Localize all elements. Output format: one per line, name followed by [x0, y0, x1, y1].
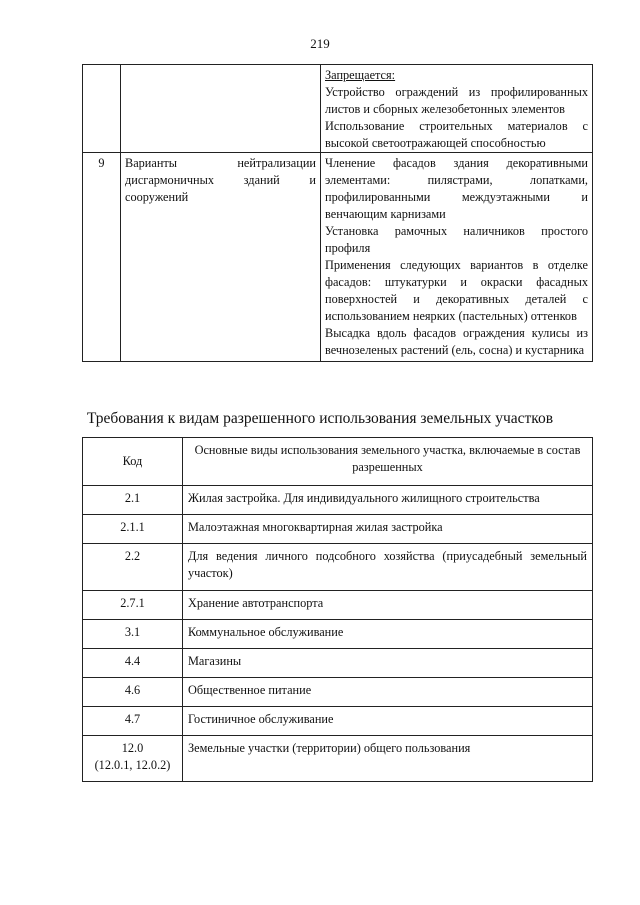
page-number: 219 [310, 36, 330, 51]
description-cell: Для ведения личного подсобного хозяйства (приусадебный земельный участок) [183, 544, 593, 591]
row-title-cell: Варианты нейтрализации дисгармоничных зданий и сооружений [121, 153, 321, 362]
code-cell: 4.6 [83, 678, 183, 707]
list-item: Применения следующих вариантов в отделке фасадов: штукатурки и окраски фасадных поверхностей и декоративных деталей с использованием неярких (пастельных) оттенков [325, 258, 588, 323]
column-header-code: Код [83, 438, 183, 486]
table-header-row [83, 438, 593, 486]
row-number-cell: 9 [83, 153, 121, 362]
list-item: Использование строительных материалов с высокой светоотражающей способностью [325, 119, 588, 150]
description-cell: Гостиничное обслуживание [183, 707, 593, 736]
table-row [83, 153, 593, 362]
table-row [83, 544, 593, 591]
table-row [83, 620, 593, 649]
list-item: Устройство ограждений из профилированных листов и сборных железобетонных элементов [325, 85, 588, 116]
code-cell [83, 736, 183, 782]
code-cell: 4.4 [83, 649, 183, 678]
prohibited-label: Запрещается: [325, 68, 396, 82]
code-primary: 12.0 [121, 741, 144, 755]
regulations-table [82, 64, 593, 362]
list-item: Установка рамочных наличников простого профиля [325, 224, 588, 255]
row-title-cell [121, 65, 321, 153]
section-heading: Требования к видам разрешенного использования земельных участков [86, 410, 554, 427]
table-row [83, 486, 593, 515]
table-row [83, 649, 593, 678]
code-secondary: (12.0.1, 12.0.2) [94, 758, 171, 772]
column-header-description: Основные виды использования земельного участка, включаемые в состав разрешенных [183, 438, 593, 486]
table-row [83, 707, 593, 736]
table-row [83, 591, 593, 620]
table-row [83, 65, 593, 153]
code-cell: 4.7 [83, 707, 183, 736]
row-content-cell [321, 65, 593, 153]
description-cell: Коммунальное обслуживание [183, 620, 593, 649]
code-cell: 3.1 [83, 620, 183, 649]
description-cell: Магазины [183, 649, 593, 678]
list-item: Членение фасадов здания декоративными элементами: пилястрами, лопатками, профилированными междуэтажными и венчающим карнизами [325, 156, 588, 221]
row-content-cell [321, 153, 593, 362]
description-cell: Хранение автотранспорта [183, 591, 593, 620]
land-use-table [82, 437, 593, 782]
description-cell: Общественное питание [183, 678, 593, 707]
code-cell: 2.1 [83, 486, 183, 515]
table-row [83, 736, 593, 782]
code-cell: 2.2 [83, 544, 183, 591]
row-number-cell [83, 65, 121, 153]
description-cell: Малоэтажная многоквартирная жилая застройка [183, 515, 593, 544]
description-cell: Земельные участки (территории) общего пользования [183, 736, 593, 782]
code-cell: 2.7.1 [83, 591, 183, 620]
description-cell: Жилая застройка. Для индивидуального жилищного строительства [183, 486, 593, 515]
code-cell: 2.1.1 [83, 515, 183, 544]
table-row [83, 678, 593, 707]
table-row [83, 515, 593, 544]
list-item: Высадка вдоль фасадов ограждения кулисы из вечнозеленых растений (ель, сосна) и кустарника [325, 326, 588, 357]
